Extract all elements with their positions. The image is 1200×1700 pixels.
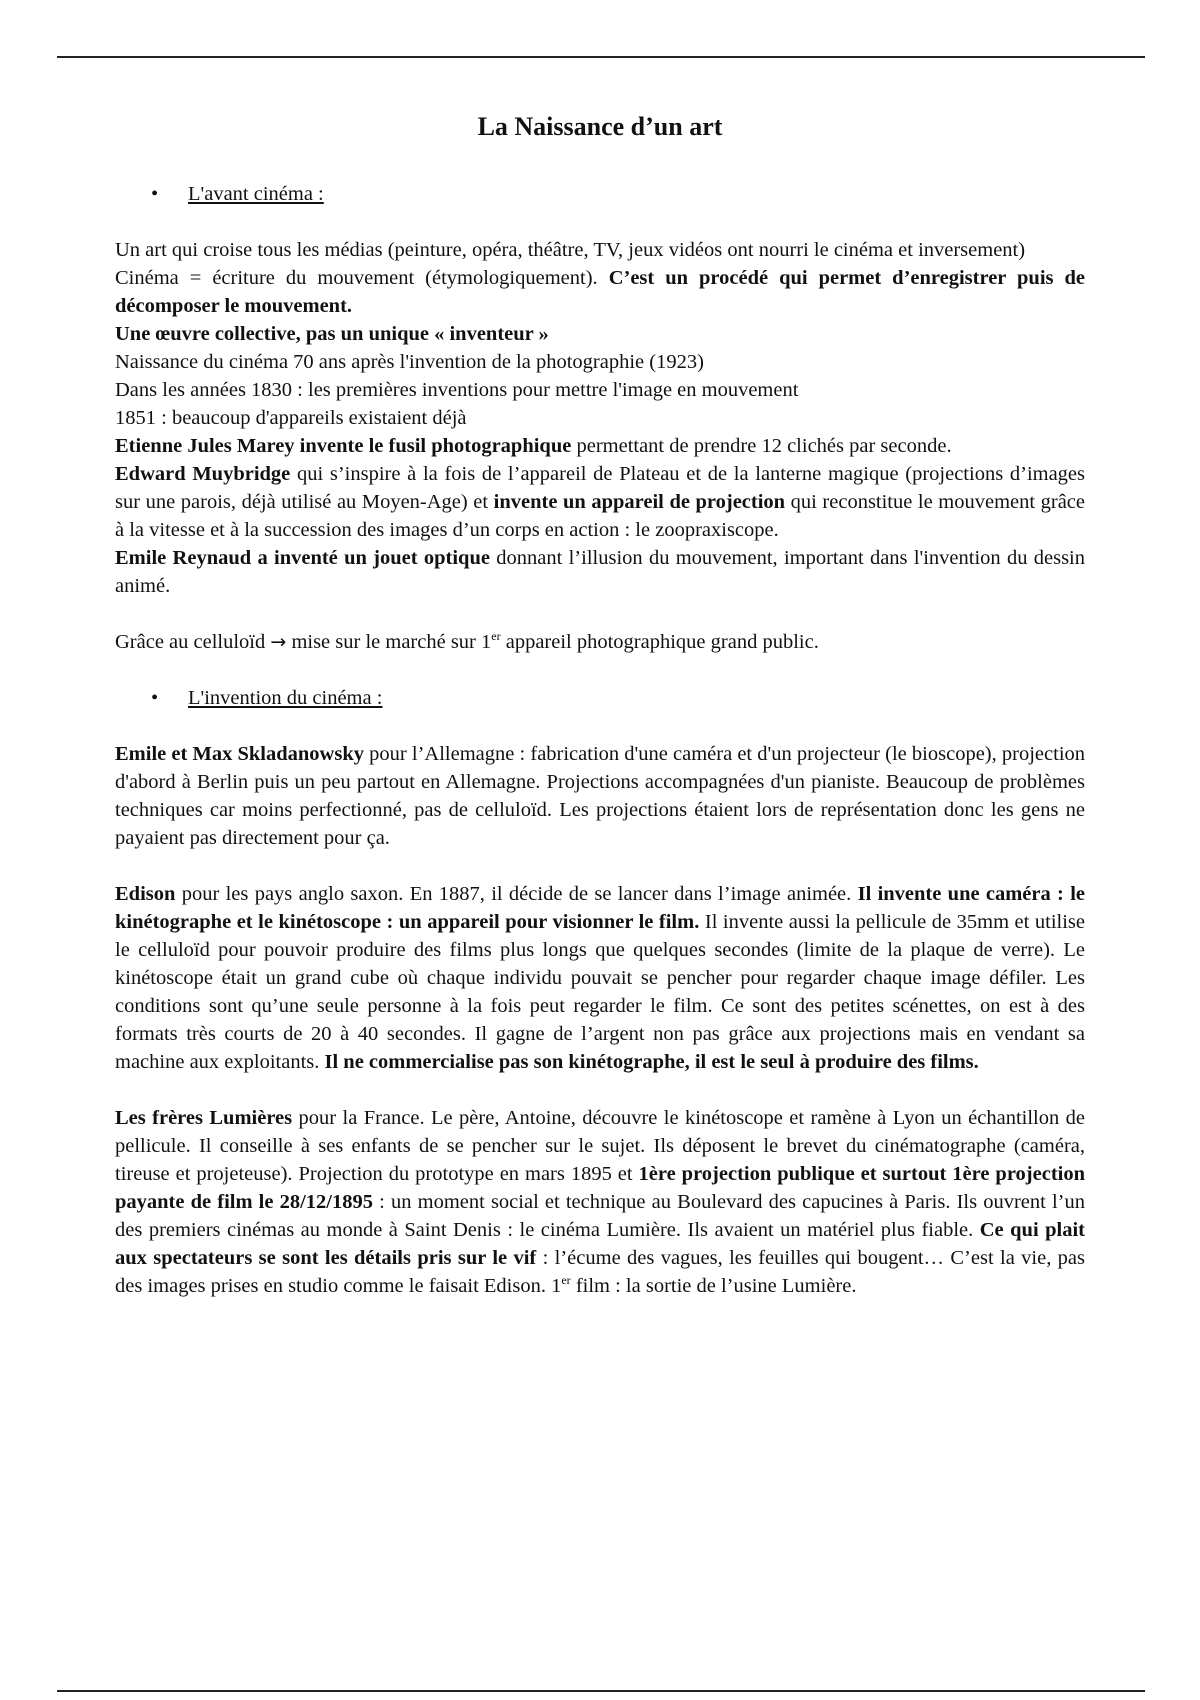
paragraph-cinema-definition: Cinéma = écriture du mouvement (étymologiquement). C’est un procédé qui permet d’enregistrer puis de décomposer le mouvement. <box>115 267 1086 317</box>
spacer <box>115 852 1085 880</box>
paragraph-1830: Dans les années 1830 : les premières inventions pour mettre l'image en mouvement <box>115 379 799 401</box>
section-heading-avant-cinema: • L'avant cinéma : <box>115 180 1085 208</box>
bullet-icon: • <box>151 687 159 709</box>
paragraph-reynaud: Emile Reynaud a inventé un jouet optique donnant l’illusion du mouvement, important dans l'invention du dessin animé. <box>115 547 1086 597</box>
spacer <box>115 656 1085 684</box>
paragraph-marey: Etienne Jules Marey invente le fusil photographique permettant de prendre 12 clichés par seconde. <box>115 435 952 457</box>
paragraph-celluloid: Grâce au celluloïd → mise sur le marché sur 1er appareil photographique grand public. <box>115 629 819 653</box>
bottom-rule <box>57 1690 1145 1692</box>
paragraph-oeuvre-collective: Une œuvre collective, pas un unique « inventeur » <box>115 323 549 345</box>
paragraph-naissance: Naissance du cinéma 70 ans après l'invention de la photographie (1923) <box>115 351 704 373</box>
paragraph-1851: 1851 : beaucoup d'appareils existaient déjà <box>115 407 467 429</box>
document-body <box>115 180 1085 1300</box>
arrow-right-icon: → <box>270 631 287 653</box>
paragraph-lumiere: Les frères Lumières pour la France. Le père, Antoine, découvre le kinétoscope et ramène à Lyon un échantillon de pellicule. Il conseille à ses enfants de se pencher sur le sujet. Ils déposent le brevet du cinématographe (caméra, tireuse et projeteuse). Projection du prototype en mars 1895 et 1ère projection publique et surtout 1ère projection payante de film le 28/12/1895 : un moment social et technique au Boulevard des capucines à Paris. Ils ouvrent l’un des premiers cinémas au monde à Saint Denis : le cinéma Lumière. Ils avaient un matériel plus fiable. Ce qui plait aux spectateurs se sont les détails pris sur le vif : l’écume des vagues, les feuilles qui bougent… C’est la vie, pas des images prises en studio comme le faisait Edison. 1er film : la sortie de l’usine Lumière. <box>115 1107 1086 1297</box>
bullet-icon: • <box>151 183 159 205</box>
page-title: La Naissance d’un art <box>477 112 723 141</box>
spacer <box>115 1076 1085 1104</box>
paragraph-muybridge: Edward Muybridge qui s’inspire à la fois de l’appareil de Plateau et de la lanterne magique (projections d’images sur une parois, déjà utilisé au Moyen-Age) et invente un appareil de projection qui reconstitue le mouvement grâce à la vitesse et à la succession des images d’un corps en action : le zoopraxiscope. <box>115 463 1086 541</box>
spacer <box>115 600 1085 628</box>
paragraph-skladanowsky: Emile et Max Skladanowsky pour l’Allemagne : fabrication d'une caméra et d'un projecteur (le bioscope), projection d'abord à Berlin puis un peu partout en Allemagne. Projections accompagnées d'un pianiste. Beaucoup de problèmes techniques car moins perfectionné, pas de celluloïd. Les projections étaient lors de représentation donc les gens ne payaient pas directement pour ça. <box>115 743 1086 849</box>
paragraph-edison: Edison pour les pays anglo saxon. En 1887, il décide de se lancer dans l’image animée. Il invente une caméra : le kinétographe et le kinétoscope : un appareil pour visionner le film. Il invente aussi la pellicule de 35mm et utilise le celluloïd pour pouvoir produire des films plus longs que quelques secondes (limite de la plaque de verre). Le kinétoscope était un grand cube où chaque individu pouvait se pencher pour regarder chaque image défiler. Les conditions sont qu’une seule personne à la fois peut regarder le film. Ce sont des petites scénettes, on est à des formats très courts de 20 à 40 secondes. Il gagne de l’argent non pas grâce aux projections mais en vendant sa machine aux exploitants. Il ne commercialise pas son kinétographe, il est le seul à produire des films. <box>115 883 1085 1073</box>
top-rule <box>57 56 1145 58</box>
section-heading-invention-cinema: • L'invention du cinéma : <box>115 684 1085 712</box>
paragraph-medias: Un art qui croise tous les médias (peinture, opéra, théâtre, TV, jeux vidéos ont nourri le cinéma et inversement) <box>115 239 1026 261</box>
